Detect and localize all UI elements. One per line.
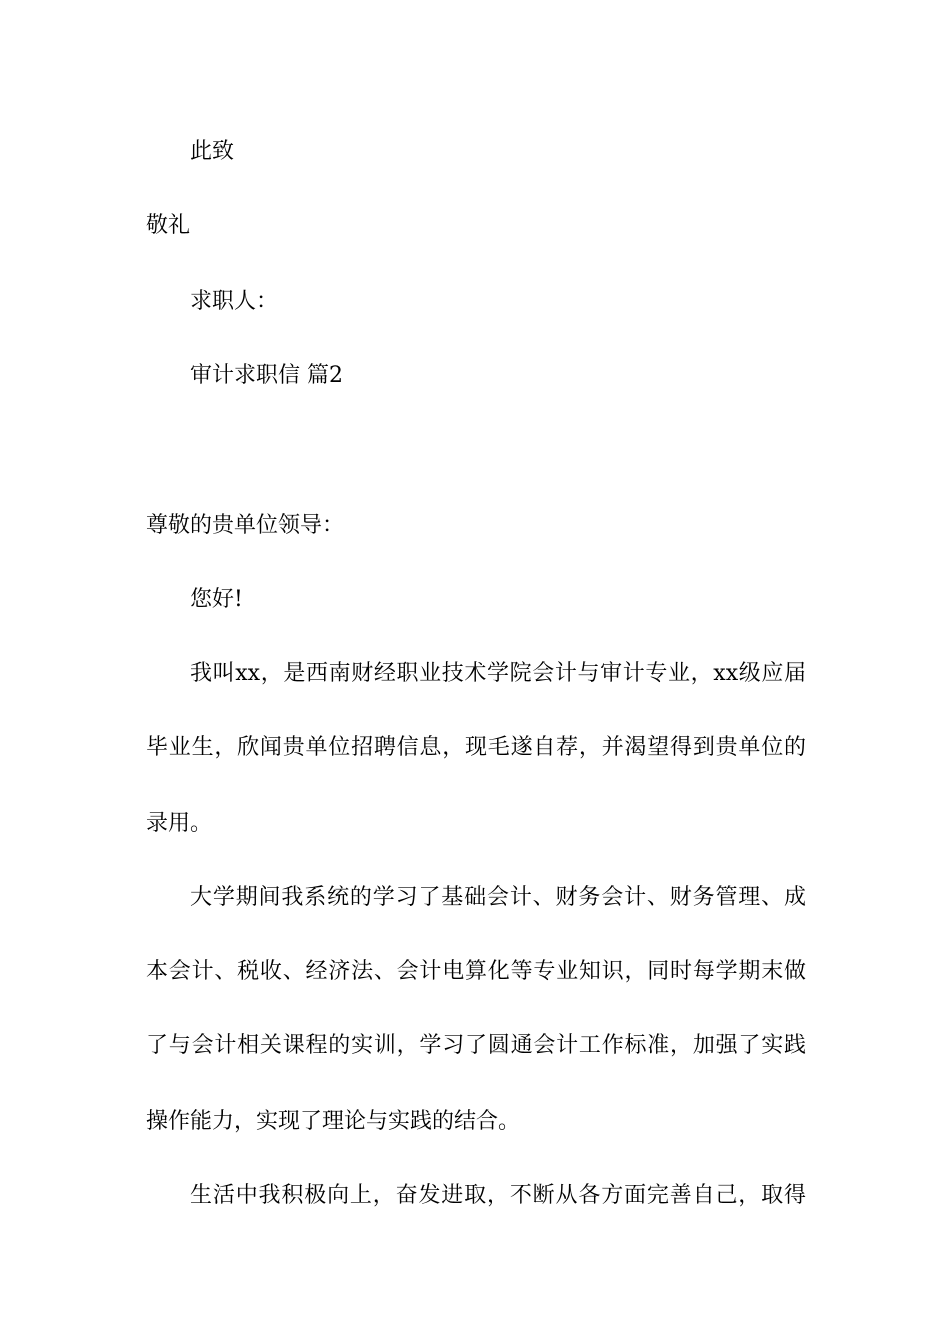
paragraph-life-line-1: 生活中我积极向上，奋发进取，不断从各方面完善自己，取得 <box>190 1183 806 1208</box>
paragraph-study-line-3: 了与会计相关课程的实训，学习了圆通会计工作标准，加强了实践 <box>146 1033 806 1058</box>
paragraph-intro-line-2: 毕业生，欣闻贵单位招聘信息，现毛遂自荐，并渴望得到贵单位的 <box>146 735 806 760</box>
greeting-hello: 您好! <box>190 587 243 612</box>
section-heading: 审计求职信 篇2 <box>190 363 343 388</box>
paragraph-intro-line-1: 我叫xx，是西南财经职业技术学院会计与审计专业，xx级应届 <box>190 661 806 686</box>
applicant-signature-label: 求职人： <box>190 289 279 314</box>
paragraph-study-line-4: 操作能力，实现了理论与实践的结合。 <box>146 1109 521 1134</box>
closing-regards: 敬礼 <box>146 213 191 238</box>
greeting-recipient: 尊敬的贵单位领导： <box>146 513 345 538</box>
paragraph-study-line-1: 大学期间我系统的学习了基础会计、财务会计、财务管理、成 <box>190 885 806 910</box>
paragraph-study-line-2: 本会计、税收、经济法、会计电算化等专业知识，同时每学期末做 <box>146 959 806 984</box>
closing-salutation: 此致 <box>190 139 235 164</box>
paragraph-intro-line-3: 录用。 <box>146 811 213 836</box>
